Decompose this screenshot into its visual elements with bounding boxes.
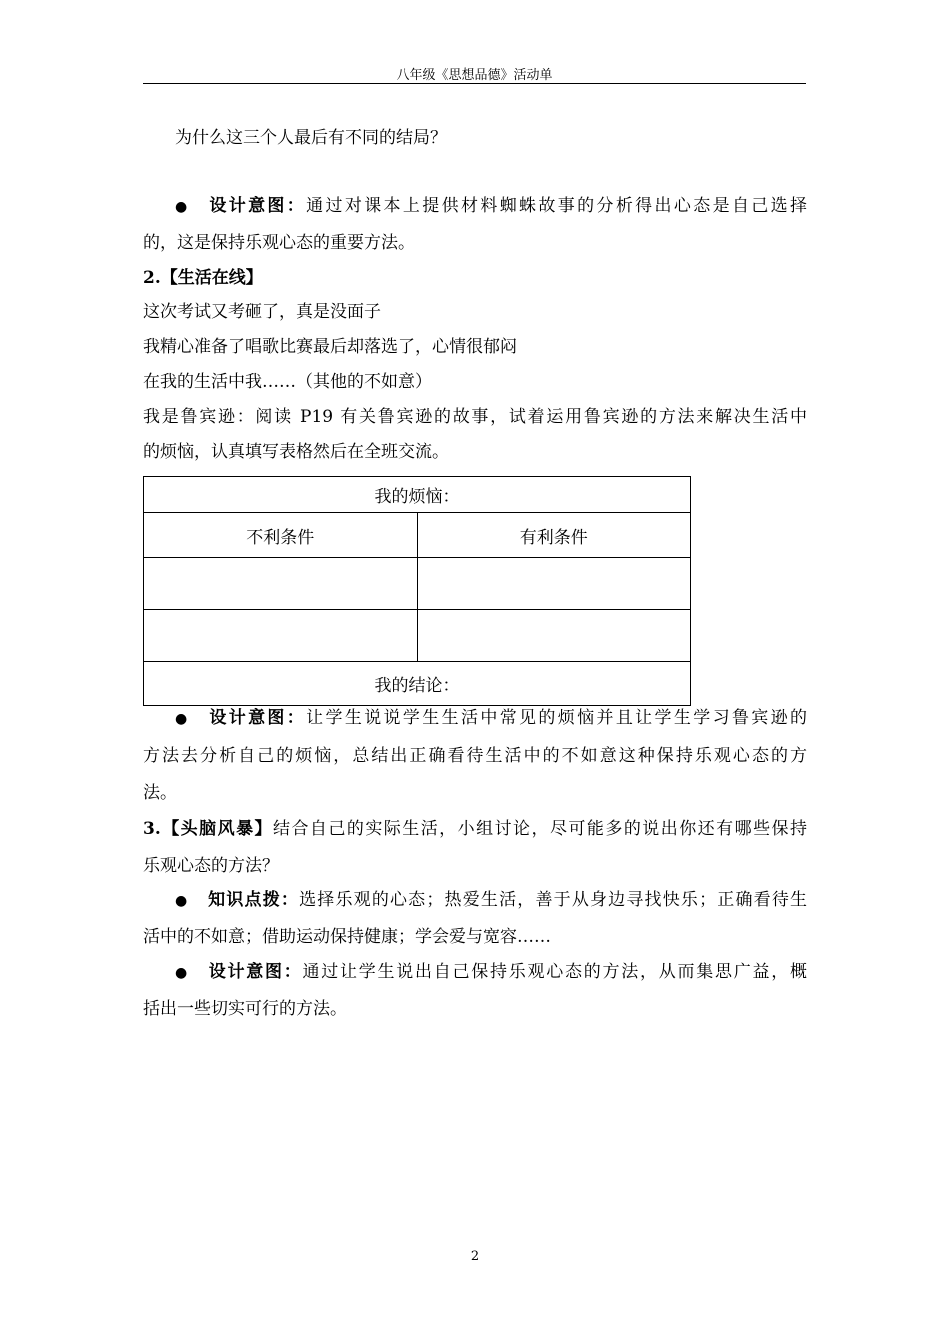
intent2-line3: 法。 (143, 783, 177, 803)
robinson-line1: 我是鲁宾逊：阅读 P19 有关鲁宾逊的故事，试着运用鲁宾逊的方法来解决生活中 (143, 407, 807, 427)
intent3-label: 设计意图： (207, 962, 303, 982)
table-cell-unfavorable-2[interactable] (144, 610, 418, 662)
section2-heading: 2.【生活在线】 (143, 268, 263, 288)
bullet-icon: ● (175, 965, 188, 981)
bullet-icon: ● (175, 199, 188, 215)
intent3-line1 (175, 962, 807, 983)
table-col-favorable: 有利条件 (417, 513, 691, 558)
table-col-unfavorable: 不利条件 (144, 513, 418, 558)
section3-line2: 乐观心态的方法？ (143, 856, 279, 876)
page-header-title: 八年级《思想品德》活动单 (396, 68, 553, 83)
tips-line2: 活中的不如意；借助运动保持健康；学会爱与宽容…… (143, 927, 551, 947)
intent1-line1 (175, 196, 807, 217)
table-cell-favorable-2[interactable] (417, 610, 691, 662)
intent3-line2: 括出一些切实可行的方法。 (143, 999, 347, 1019)
page-number: 2 (470, 1249, 480, 1264)
bullet-icon: ● (175, 711, 188, 727)
tips-label: 知识点拨： (207, 890, 300, 910)
intent1-label: 设计意图： (207, 196, 307, 216)
section2-item-2: 我精心准备了唱歌比赛最后却落选了，心情很郁闷 (143, 337, 517, 357)
intent1-line2: 的，这是保持乐观心态的重要方法。 (143, 233, 415, 253)
intent2-label: 设计意图： (207, 708, 307, 728)
intent3-text: 通过让学生说出自己保持乐观心态的方法，从而集思广益，概 (302, 962, 807, 982)
tips-line1 (175, 890, 807, 911)
intent2-line2: 方法去分析自己的烦恼，总结出正确看待生活中的不如意这种保持乐观心态的方 (143, 746, 807, 766)
intent2-text: 让学生说说学生生活中常见的烦恼并且让学生学习鲁宾逊的 (306, 708, 808, 728)
bullet-icon: ● (175, 893, 188, 909)
section3-line1 (143, 819, 807, 839)
robinson-line2: 的烦恼，认真填写表格然后在全班交流。 (143, 442, 449, 462)
table-cell-unfavorable-1[interactable] (144, 558, 418, 610)
intent1-text: 通过对课本上提供材料蜘蛛故事的分析得出心态是自己选择 (306, 196, 808, 216)
question-text: 为什么这三个人最后有不同的结局？ (175, 128, 447, 148)
table-cell-favorable-1[interactable] (417, 558, 691, 610)
section2-item-3: 在我的生活中我……（其他的不如意） (143, 372, 432, 392)
section3-heading: 3.【头脑风暴】 (143, 819, 273, 839)
tips-text: 选择乐观的心态；热爱生活，善于从身边寻找快乐；正确看待生 (299, 890, 808, 910)
header-divider (143, 83, 806, 84)
section2-item-1: 这次考试又考砸了，真是没面子 (143, 302, 381, 322)
intent2-line1 (175, 708, 807, 729)
table-conclusion[interactable]: 我的结论： (144, 662, 691, 706)
table-title: 我的烦恼： (144, 477, 691, 513)
section3-text: 结合自己的实际生活，小组讨论，尽可能多的说出你还有哪些保持 (273, 819, 807, 839)
trouble-table (143, 476, 691, 706)
